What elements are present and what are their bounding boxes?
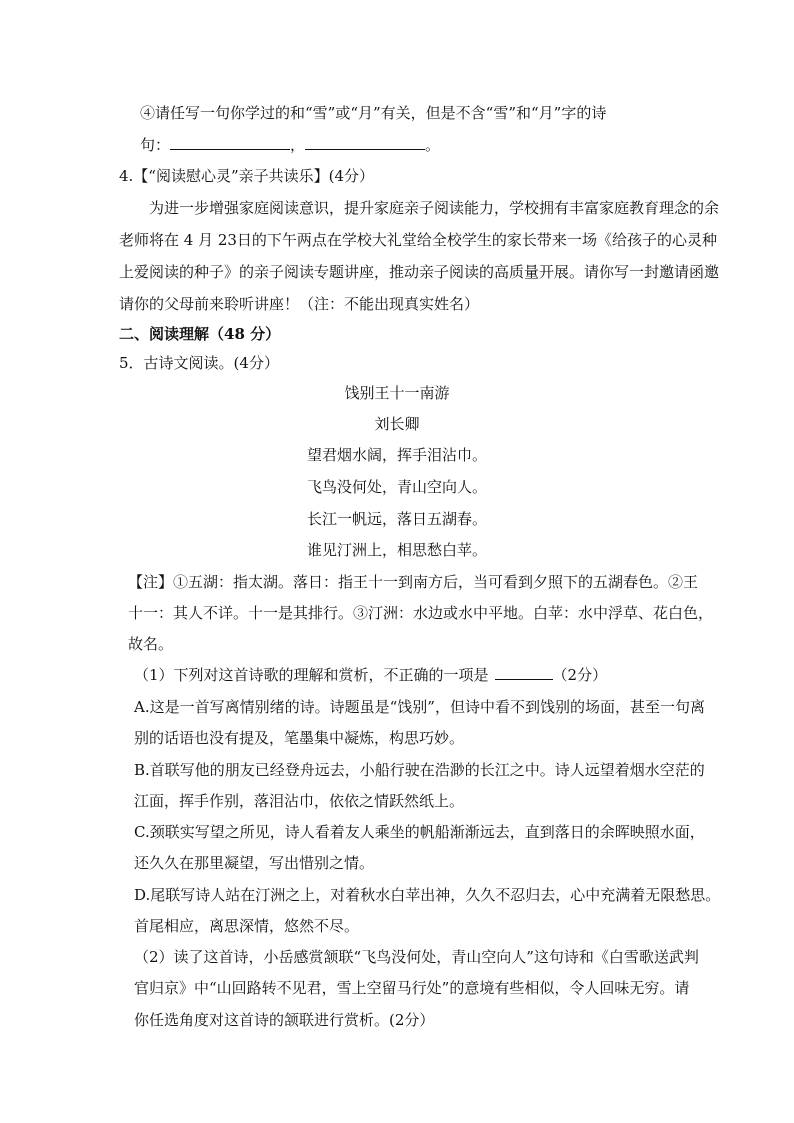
q3-item4-line1: ④请任写一句你学过的和“雪”或“月”有关，但是不含“雪”和“月”字的诗 <box>140 104 607 122</box>
answer-blank-sub1[interactable] <box>495 665 553 680</box>
option-a-line1: A.这是一首写离情别绪的诗。诗题虽是“饯别”，但诗中看不到饯别的场面，甚至一句离 <box>134 698 705 716</box>
q5-sub1-points: （2分） <box>552 666 608 684</box>
option-a-line2: 别的话语也没有提及，笔墨集中凝炼，构思巧妙。 <box>134 729 465 747</box>
note-line3: 故名。 <box>128 635 174 653</box>
note-line2: 十一：其人不详。十一是其排行。③汀洲：水边或水中平地。白苹：水中浮草、花白色， <box>128 604 714 622</box>
q5-heading: 5．古诗文阅读。(4分） <box>119 354 279 372</box>
poem-author: 刘长卿 <box>374 415 420 433</box>
option-b-line2: 江面，挥手作别，落泪沾巾，依依之情跃然纸上。 <box>134 792 465 810</box>
q4-paragraph-line1: 为进一步增强家庭阅读意识，提升家庭亲子阅读能力，学校拥有丰富家庭教育理念的余 <box>149 199 720 217</box>
q3-item4-prefix: 句： <box>140 136 171 154</box>
option-c-line1: C.颈联实写望之所见，诗人看着友人乘坐的帆船渐渐远去，直到落日的余晖映照水面， <box>134 823 705 841</box>
option-d-line2: 首尾相应，离思深情，悠然不尽。 <box>134 917 360 935</box>
q3-item4-sep: ， <box>290 136 306 154</box>
option-c-line2: 还久久在那里凝望，写出惜别之情。 <box>134 854 375 872</box>
option-b-line1: B.首联写他的朋友已经登舟远去，小船行驶在浩渺的长江之中。诗人远望着烟水空茫的 <box>134 761 705 779</box>
q4-paragraph-line2: 老师将在 4 月 23日的下午两点在学校大礼堂给全校学生的家长带来一场《给孩子的心灵种 <box>119 231 717 249</box>
answer-blank-1[interactable] <box>170 135 290 150</box>
option-d-line1: D.尾联写诗人站在汀洲之上，对着秋水白苹出神，久久不忍归去，心中充满着无限愁思。 <box>134 886 721 904</box>
answer-blank-2[interactable] <box>305 135 425 150</box>
poem-line-2: 飞鸟没何处，青山空向人。 <box>306 478 487 496</box>
q5-sub2-line1: （2）读了这首诗，小岳感赏颔联“飞鸟没何处，青山空向人”这句诗和《白雪歌送武判 <box>134 948 699 966</box>
q5-sub2-line2: 官归京》中“山回路转不见君，雪上空留马行处”的意境有些相似，令人回味无穷。请 <box>134 979 690 997</box>
q3-item4-end: 。 <box>425 136 441 154</box>
q5-sub2-line3: 你任选角度对这首诗的颔联进行赏析。(2分） <box>134 1011 435 1029</box>
poem-line-1: 望君烟水阔，挥手泪沾巾。 <box>306 446 487 464</box>
poem-title: 饯别王十一南游 <box>344 384 450 402</box>
q4-paragraph-line3: 上爱阅读的种子》的亲子阅读专题讲座，推动亲子阅读的高质量开展。请你写一封邀请函邀 <box>119 263 720 281</box>
q5-sub1-line <box>134 665 607 685</box>
q3-item4-answer-line <box>140 135 440 155</box>
poem-line-3: 长江一帆远，落日五湖春。 <box>306 510 487 528</box>
section2-heading: 二、阅读理解（48 分） <box>119 325 281 343</box>
note-line1: 【注】①五湖：指太湖。落日：指王十一到南方后，当可看到夕照下的五湖春色。②王 <box>128 573 699 591</box>
q4-paragraph-line4: 请你的父母前来聆听讲座！（注：不能出现真实姓名） <box>119 295 480 313</box>
poem-line-4: 谁见汀洲上，相思愁白苹。 <box>306 541 487 559</box>
q5-sub1-question: （1）下列对这首诗歌的理解和赏析，不正确的一项是 <box>134 666 489 684</box>
q4-heading: 4.【“阅读慰心灵”亲子共读乐】(4分） <box>119 167 375 185</box>
